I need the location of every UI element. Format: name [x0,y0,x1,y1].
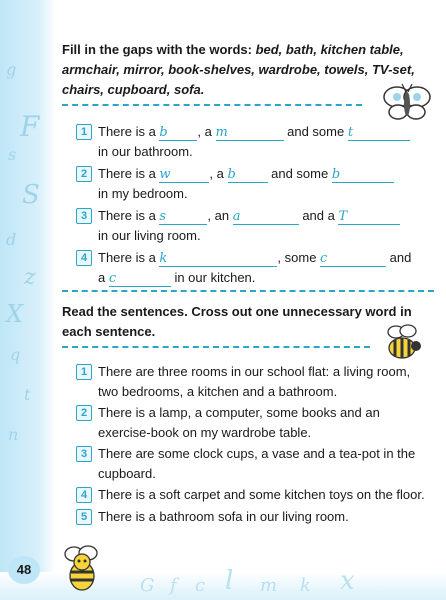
exercise-item [76,122,432,161]
item-text: There is a w , a b and some b in my bedroom. [98,164,394,203]
exercise-item [76,507,432,527]
exercise-item [76,362,432,401]
item-number: 5 [76,509,92,525]
side-letter: q [10,345,21,364]
item-number: 1 [76,364,92,380]
item-text: There is a lamp, a computer, some books and an exercise-book on my wardrobe table. [98,405,380,440]
item-number: 2 [76,166,92,182]
blank-field[interactable]: k [159,251,277,267]
item-text: There are three rooms in our school flat: a living room, two bedrooms, a kitchen and a bathroom. [98,364,411,399]
blank-field[interactable]: b [332,167,394,183]
section-divider [62,346,370,348]
bottom-letter: G [140,575,155,596]
side-letter: d [6,230,17,249]
blank-field[interactable]: w [159,167,209,183]
decorative-sidebar [0,0,56,600]
exercise-item [76,485,432,505]
bottom-letter: k [300,575,311,596]
item-number: 3 [76,208,92,224]
exercise-item [76,444,432,483]
exercise-item [76,206,432,245]
blank-field[interactable]: m [216,125,284,141]
side-letter: g [6,60,17,79]
instruction-word-list: bed, bath, kitchen table, armchair, mirror, book-shelves, wardrobe, towels, TV-set, chairs, cupboard, sofa. [62,42,415,97]
exercise-item [76,164,432,203]
blank-field[interactable]: a [233,209,299,225]
section2-instruction: Read the sentences. Cross out one unnecessary word in each sentence. [62,304,412,339]
section2-list [76,362,432,526]
section-divider [62,290,434,292]
blank-field[interactable]: s [159,209,207,225]
bottom-letter: f [170,575,177,596]
blank-field[interactable]: b [159,125,197,141]
item-text: There is a s , an a and a T in our living room. [98,206,400,245]
side-letter: z [24,265,36,290]
side-letter: n [8,425,19,444]
exercise-item [76,248,432,287]
blank-field[interactable]: T [338,209,400,225]
item-number: 4 [76,250,92,266]
item-text: There is a soft carpet and some kitchen toys on the floor. [98,487,425,502]
bottom-letter: l [225,566,234,596]
butterfly-icon [382,82,432,122]
bottom-letter: x [340,566,355,596]
side-letter: S [22,180,40,210]
section-divider [62,104,362,106]
blank-field[interactable]: c [109,271,171,287]
blank-field[interactable]: c [320,251,386,267]
side-letter: F [20,110,40,143]
item-text: There is a k , some c and a c in our kitchen. [98,250,412,286]
item-text: There is a b , a m and some t in our bathroom. [98,122,410,161]
section1-list [76,122,432,287]
item-text: There are some clock cups, a vase and a tea-pot in the cupboard. [98,446,416,481]
bottom-letter: c [195,575,206,596]
exercise-item [76,403,432,442]
blank-field[interactable]: b [228,167,268,183]
bee-icon [380,322,424,362]
item-text: There is a bathroom sofa in our living room. [98,508,349,524]
side-letter: t [24,385,31,404]
bee-mascot-icon [54,540,110,596]
side-letter: s [8,145,17,164]
instruction-lead: Fill in the gaps with the words: [62,42,256,57]
item-number: 2 [76,405,92,421]
blank-field[interactable]: t [348,125,410,141]
bottom-letter: m [260,575,278,596]
item-number: 4 [76,487,92,503]
section1-instruction [62,40,432,100]
page-number: 48 [8,556,40,584]
side-letter: X [6,300,24,328]
item-number: 1 [76,124,92,140]
item-number: 3 [76,446,92,462]
